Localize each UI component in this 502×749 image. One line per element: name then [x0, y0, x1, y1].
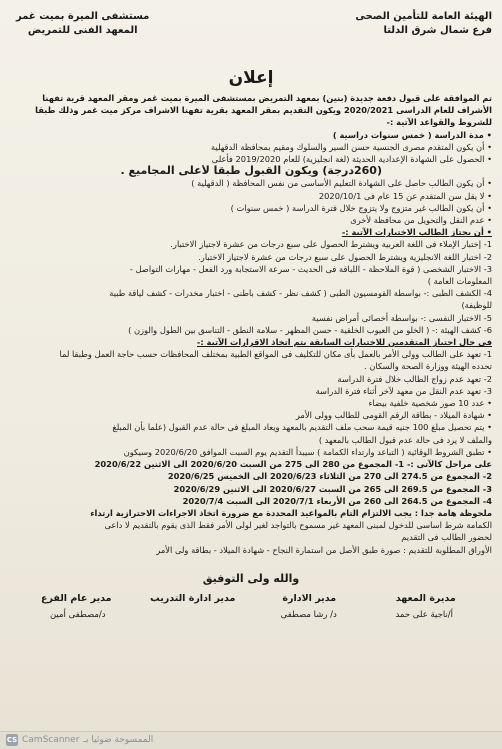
body-line: 4- الكشف الطبى :- بواسطة القومسيون الطبى ( كشف نظر - كشف باطنى - اختبار مخدرات - كشف لياقة طبية	[109, 288, 492, 299]
body-line: 1- إختبار الإملاء فى اللغة العربية ويشترط الحصول على سبع درجات من عشرة لاجتياز الاختبار.	[170, 239, 492, 250]
body-line: 2- اختبار اللغة الانجليزية ويشترط الحصول على سبع درجات من عشرة لاجتياز الاختبار.	[198, 251, 492, 262]
body-line: 4- المجموع من 264.5 الى 260 من الأربعاء 2020/7/1 الى السبت 2020/7/4	[182, 495, 492, 506]
body-line: والملف لا يرد فى حالة عدم قبول الطالب بالمعهد )	[318, 434, 492, 445]
signature-title: مدير ادارة التدريب	[150, 593, 236, 604]
signature-title: مدير عام الفرع	[40, 593, 112, 604]
signature-name: أ/ناجية على حمد	[395, 610, 454, 620]
body-line: على مراحل كالآتى :- 1- المجموع من 280 الى 275 من السبت 2020/6/20 الى الاثنين 2020/6/22	[94, 459, 492, 470]
header-org-line-2: فرع شمال شرق الدلتا	[383, 25, 492, 36]
body-line: الكمامة شرط اساسى للدخول لمبنى المعهد غير مسموح بالتواجد لغير لولى الأمر فقط الذى يقوم بالتقديم لا داعى	[104, 520, 492, 531]
body-line: (260درجة) ويكون القبول طبقا لأعلى المجاميع .	[120, 165, 382, 178]
body-line: 5- الاختبار النفسى :- بواسطة أخصائى أمراض نفسية	[311, 312, 492, 323]
body-line: 3- الاختبار الشخصى ( قوة الملاحظة - اللباقة فى الحديث - سرعة الاستجابة ورد الفعل - مهارات التواصل -	[129, 263, 492, 274]
body-line: ملحوظة هامة جدا : يجب الالتزام التام بالمواعيد المحددة مع ضرورة اتخاذ الاجراءات الاحترازية ارتداء	[90, 507, 492, 518]
body-line: • أن يكون الطالب حاصل على الشهادة التعليم الأساسى من نفس المحافظة ( الدقهلية )	[10, 177, 492, 189]
camscanner-logo-icon: CS	[6, 736, 18, 744]
body-line: • الحصول على الشهادة الإعدادية الحديثة (لغة انجليزية) للعام 2019/2020 فأعلى	[10, 153, 492, 165]
header-hospital-line-1: مستشفى الميرة بميت غمر	[16, 11, 150, 22]
body-line: تم الموافقة على قبول دفعة جديدة (بنين) بمعهد التمريض بمستشفى الميرة بميت غمر ومقر المعهد قرية تفهنا	[42, 93, 492, 103]
body-line: للشروط والقواعد الآتية :-	[386, 117, 492, 128]
body-line: • عدم النقل والتحويل من محافظة لأخرى	[10, 214, 492, 226]
header-right	[355, 10, 492, 38]
header-org-line-1: الهيئة العامة للتأمين الصحى	[355, 11, 492, 22]
scanner-footer	[0, 731, 502, 749]
signature-name	[136, 610, 252, 620]
body-line: 3- تعهد عدم النقل من معهد لآخر أثناء فترة الدراسة	[315, 385, 492, 396]
body-line: 1- تعهد على الطالب وولى الأمر بالعمل بأى مكان للتكليف فى المواقع الطبية بمختلف المحافظات حسب حاجة العمل وطبقا لما	[59, 349, 492, 360]
camscanner-label: CamScanner	[22, 735, 80, 745]
body-line: لحضور الطالب فى التقديم	[401, 532, 492, 543]
body-line: • عدد 10 صور شخصية خلفية بيضاء	[10, 397, 492, 409]
scanned-with-label: الممسوحة ضوئيا بـ	[83, 735, 154, 745]
header-left	[16, 10, 149, 38]
camscanner-watermark	[6, 734, 153, 746]
signature-names	[6, 610, 496, 620]
body-line: • مدة الدراسة ( خمس سنوات دراسية )	[10, 129, 492, 141]
body-line: الأوراق المطلوبة للتقديم : صورة طبق الأصل من استمارة النجاح - شهادة الميلاد - بطاقة ولى الأمر	[156, 544, 492, 555]
announcement-body	[10, 92, 492, 556]
body-line: 2- تعهد عدم زواج الطالب خلال فترة الدراسة	[337, 373, 492, 384]
body-line: 6- كشف الهيئة :- ( الخلو من العيوب الخلقية - حسن المظهر - سلامة النطق - التناسق بين الطول والوزن )	[128, 324, 492, 335]
signature-name: د/ رشا مصطفى	[280, 610, 337, 620]
body-line: • تطبق الشروط الوقائية ( التباعد وارتداء الكمامة ) سيبدأ التقديم يوم السبت الموافق 2020/6/20 وسيكون	[10, 446, 492, 458]
signature-titles	[6, 593, 496, 604]
body-line: فى حال اجتياز المتقدمين للاختبارات السابقة يتم اتخاذ الاقرارات الآتية :-	[196, 337, 492, 348]
body-line: • لا يقل سن المتقدم عن 15 عام فى 2020/10/1	[10, 190, 492, 202]
page-title: إعلان	[228, 68, 274, 88]
body-line: 3- المجموع من 269.5 الى 265 من السبت 2020/6/27 الى الاثنين 2020/6/29	[173, 483, 492, 494]
announcement-document	[6, 4, 496, 732]
body-line: تحدده الهيئة ووزارة الصحة والسكان .	[364, 361, 492, 372]
signature-title: مديرة المعهد	[395, 593, 456, 604]
body-line: 2- المجموع من 274.5 الى 270 من الثلاثاء 2020/6/23 الى الخميس 2020/6/25	[167, 471, 492, 482]
body-line: • شهادة الميلاد - بطاقة الرقم القومى للطالب وولى الأمر	[10, 409, 492, 421]
signature-name: د/مصطفى أمين	[49, 610, 106, 620]
body-line: الأشراف للعام الدراسى 2020/2021 ويكون التقديم بمقر المعهد بقرية تفهنا الاشراف مركز ميت غمر وذلك طبقا	[35, 105, 492, 116]
body-line: للوظيفة)	[461, 300, 492, 311]
closing-text: والله ولى التوفيق	[202, 572, 300, 585]
body-line: • يتم تحصيل مبلغ 100 جنيه قيمة سحب ملف التقديم بالمعهد ويعاد المبلغ فى حالة عدم القبول (علما بأن المبلغ	[10, 421, 492, 433]
signature-title: مدير الادارة	[282, 593, 337, 604]
body-line: • أن يكون المتقدم مصرى الجنسية حسن السير والسلوك ومقيم بمحافظة الدقهلية	[10, 141, 492, 153]
header-hospital-line-2: المعهد الفنى للتمريض	[27, 25, 138, 36]
signature-block	[6, 572, 496, 620]
body-line: المعلومات العامة )	[427, 276, 492, 287]
body-line: • أن يكون الطالب غير متزوج ولا يتزوج خلال فترة الدراسة ( خمس سنوات )	[10, 202, 492, 214]
body-line: • أن يجتاز الطالب الاختبارات الآتية :-	[10, 226, 492, 238]
